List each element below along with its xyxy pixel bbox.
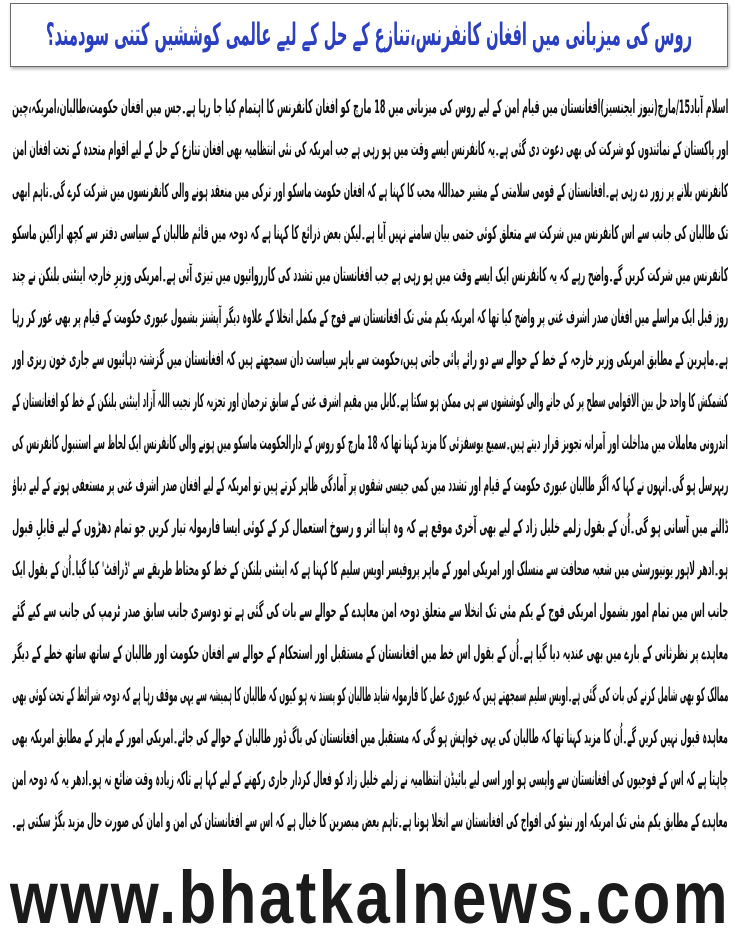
headline-box bbox=[10, 3, 728, 67]
article-line-text: ڈالنے میں آسانی ہو گی۔اُن کے بقول زلمے خلیل زاد کے لیے بھی آخری موقع ہے کہ وہ اپنا اثر و رسوخ استعمال کر کے کوئی ایسا فارمولہ تیار کریں جو تمام دھڑوں کے لیے قابلِ قبول bbox=[12, 516, 728, 538]
article-line bbox=[12, 86, 728, 128]
article-line bbox=[12, 338, 728, 380]
article-line-text: کانفرنس میں شرکت کریں گے۔واضح رہے کہ یہ کانفرنس ایک ایسے وقت میں ہو رہی ہے جب افغانستان میں تشدد کی کارروائیوں میں تیزی آئی ہے۔امریکی وزیرِ خارجہ اینٹنی بلنکن نے چند bbox=[12, 264, 728, 286]
article-line bbox=[12, 716, 728, 758]
article-line bbox=[12, 212, 728, 254]
article-line bbox=[12, 170, 728, 212]
article-line bbox=[12, 422, 728, 464]
article-line bbox=[12, 296, 728, 338]
article-line-text: چاہتا ہے کہ اس کے فوجیوں کی افغانستان سے واپسی ہو اور اسی لیے بائیڈن انتظامیہ نے زلمے خلیل زاد کو فعال کردار جاری رکھنے کے لیے کہا ہے تاکہ زیادہ وقت ضائع نہ ہو۔ادھر یہ کہ دوحہ امن bbox=[12, 768, 728, 790]
article-line bbox=[12, 590, 728, 632]
article-line-text: تک طالبان کی جانب سے اس کانفرنس میں شرکت سے متعلق کوئی حتمی بیان سامنے نہیں آیا ہے۔لیکن بعض ذرائع کا کہنا ہے کہ دوحہ میں قائم طالبان کے سیاسی دفتر سے کچھ اراکین ماسکو bbox=[12, 222, 728, 244]
article-line-text: اسلام آباد15/مارچ(نیوز ایجنسیز)افغانستان میں قیام امن کے لیے روس کی میزبانی میں 18 مارچ کو افغان کانفرنس کا اہتمام کیا جا رہا ہے۔جس میں افغان حکومت،طالبان،امریکہ،چین bbox=[12, 96, 728, 118]
article-line bbox=[12, 632, 728, 674]
article-line bbox=[12, 506, 728, 548]
headline-text: روس کی میزبانی میں افغان کانفرنس،تنازع کے حل کے لیے عالمی کوششیں کتنی سودمند؟ bbox=[46, 17, 692, 53]
article-line-text: کانفرنس بلانے پر زور دے رہی ہے۔افغانستان کے قومی سلامتی کے مشیر حمداللہ محب کا کہنا ہے کہ افغان حکومت ماسکو اور ترکی میں منعقد ہونے والی کانفرنسوں میں شرکت کرے گی۔تاہم ابھی bbox=[12, 180, 728, 202]
article-line-text: کشمکش کا واحد حل بین الاقوامی سطح پر کی جانے والی کوششوں سے ہی ممکن ہو سکتا ہے۔کابل میں مقیم اشرف غنی کے سابق ترجمان اور تجزیہ کار نجیب اللہ آزاد اینٹنی بلنکن کے خط کو افغانستان کے bbox=[12, 390, 728, 412]
article-line-text: ہے۔ماہرین کے مطابق امریکی وزیر خارجہ کے خط کے حوالے سے دو رائے پائی جاتی ہیں،حکومت سے باہر سیاست دان سمجھتے ہیں کہ افغانستان میں گزشتہ دہائیوں سے جاری خون ریزی اور bbox=[12, 348, 728, 370]
article-line-text: ہو۔ادھر لاہور یونیورسٹی میں شعبہ صحافت سے منسلک اور امریکی امور کے ماہر پروفیسر اویس سلیم کا کہنا ہے کہ اینٹنی بلنکن کے خط کو محتاط طریقے سے 'ڈرافٹ' کیا گیا۔اُن کے بقول ایک bbox=[12, 558, 728, 580]
article-line bbox=[12, 254, 728, 296]
article-line-text: اندرونی معاملات میں مداخلت اور آمرانہ تجویز قرار دیتے ہیں۔سمیع یوسفزئی کا مزید کہنا تھا کہ 18 مارچ کو روس کے دارالحکومت ماسکو میں ہونے والی کانفرنس ایک لحاظ سے استنبول کانفرنس کی bbox=[12, 432, 728, 454]
site-watermark bbox=[10, 856, 730, 940]
article-line-text: معاہدے پر نظرثانی کے بارے میں بھی عندیہ دیا گیا ہے۔اُن کے بقول اس خط میں افغانستان کے مستقبل اور استحکام کے حوالے سے افغان حکومت اور طالبان کے ساتھ ساتھ خطے کے دیگر bbox=[12, 642, 728, 664]
article-line bbox=[12, 674, 728, 716]
article-line bbox=[12, 464, 728, 506]
article-line-text: ممالک کو بھی شامل کرنے کی بات کی گئی ہے۔اویس سلیم سمجھتے ہیں کہ عبوری عمل کا فارمولہ شاید طالبان کو پسند نہ ہو کیوں کہ طالبان کا ہمیشہ سے یہی موقف رہا ہے کہ دوحہ شرائط کے تحت کوئی بھی bbox=[12, 684, 728, 706]
article-body bbox=[12, 86, 728, 842]
article-line-last bbox=[12, 800, 728, 842]
article-line-text: معاہدے کے مطابق یکم مئی تک امریکہ اور نیٹو کی افواج کی افغانستان سے انخلا ہونا ہے۔تاہم بعض مبصرین کا خیال ہے کہ اس سے افغانستان کی امن و امان کی صورت حال مزید بگڑ سکتی ہے۔ bbox=[12, 810, 728, 832]
article-line bbox=[12, 128, 728, 170]
headline bbox=[46, 4, 692, 66]
article-line-text: ریہرسل ہو گی۔انہوں نے کہا کہ اگر طالبان عبوری حکومت کے قیام اور تشدد میں کمی جیسی شقوں پر آمادگی ظاہر کرتے ہیں تو امریکہ کے لیے افغان صدر اشرف غنی پر مستعفی ہونے کے لیے دباؤ bbox=[12, 474, 728, 496]
article-line-text: معاہدہ قبول نہیں کریں گے۔اُن کا مزید کہنا تھا کہ طالبان کی یہی خواہش ہو گی کہ مستقبل میں افغانستان کی باگ ڈور طالبان کے حوالے کی جائے۔امریکی امور کے ماہر کے مطابق امریکہ بھی bbox=[12, 726, 728, 748]
article-line bbox=[12, 380, 728, 422]
watermark-text: www.bhatkalnews.com bbox=[10, 856, 730, 939]
article-line-text: جانب اس میں تمام امور بشمول امریکی فوج کے یکم مئی تک انخلا سے متعلق دوحہ امن معاہدے کے حوالے سے بات کی گئی ہے تو دوسری جانب سابق صدر ٹرمپ کی جانب سے کیے گئے bbox=[12, 600, 728, 622]
article-line-text: روز قبل ایک مراسلے میں افغان صدر اشرف غنی پر واضح کیا تھا کہ امریکہ یکم مئی تک افغانستان سے فوج کے مکمل انخلا کے علاوہ دیگر آپشنز بشمول عبوری حکومت کے قیام پر بھی غور کر رہا bbox=[12, 306, 728, 328]
article-line bbox=[12, 548, 728, 590]
article-line-text: اور پاکستان کے نمائندوں کو شرکت کی بھی دعوت دی گئی ہے۔یہ کانفرنس ایسے وقت میں ہو رہی ہے جب امریکہ کی نئی انتظامیہ بھی افغان تنازع کے حل کے لیے اقوام متحدہ کے تحت افغان امن bbox=[12, 138, 728, 160]
article-line bbox=[12, 758, 728, 800]
